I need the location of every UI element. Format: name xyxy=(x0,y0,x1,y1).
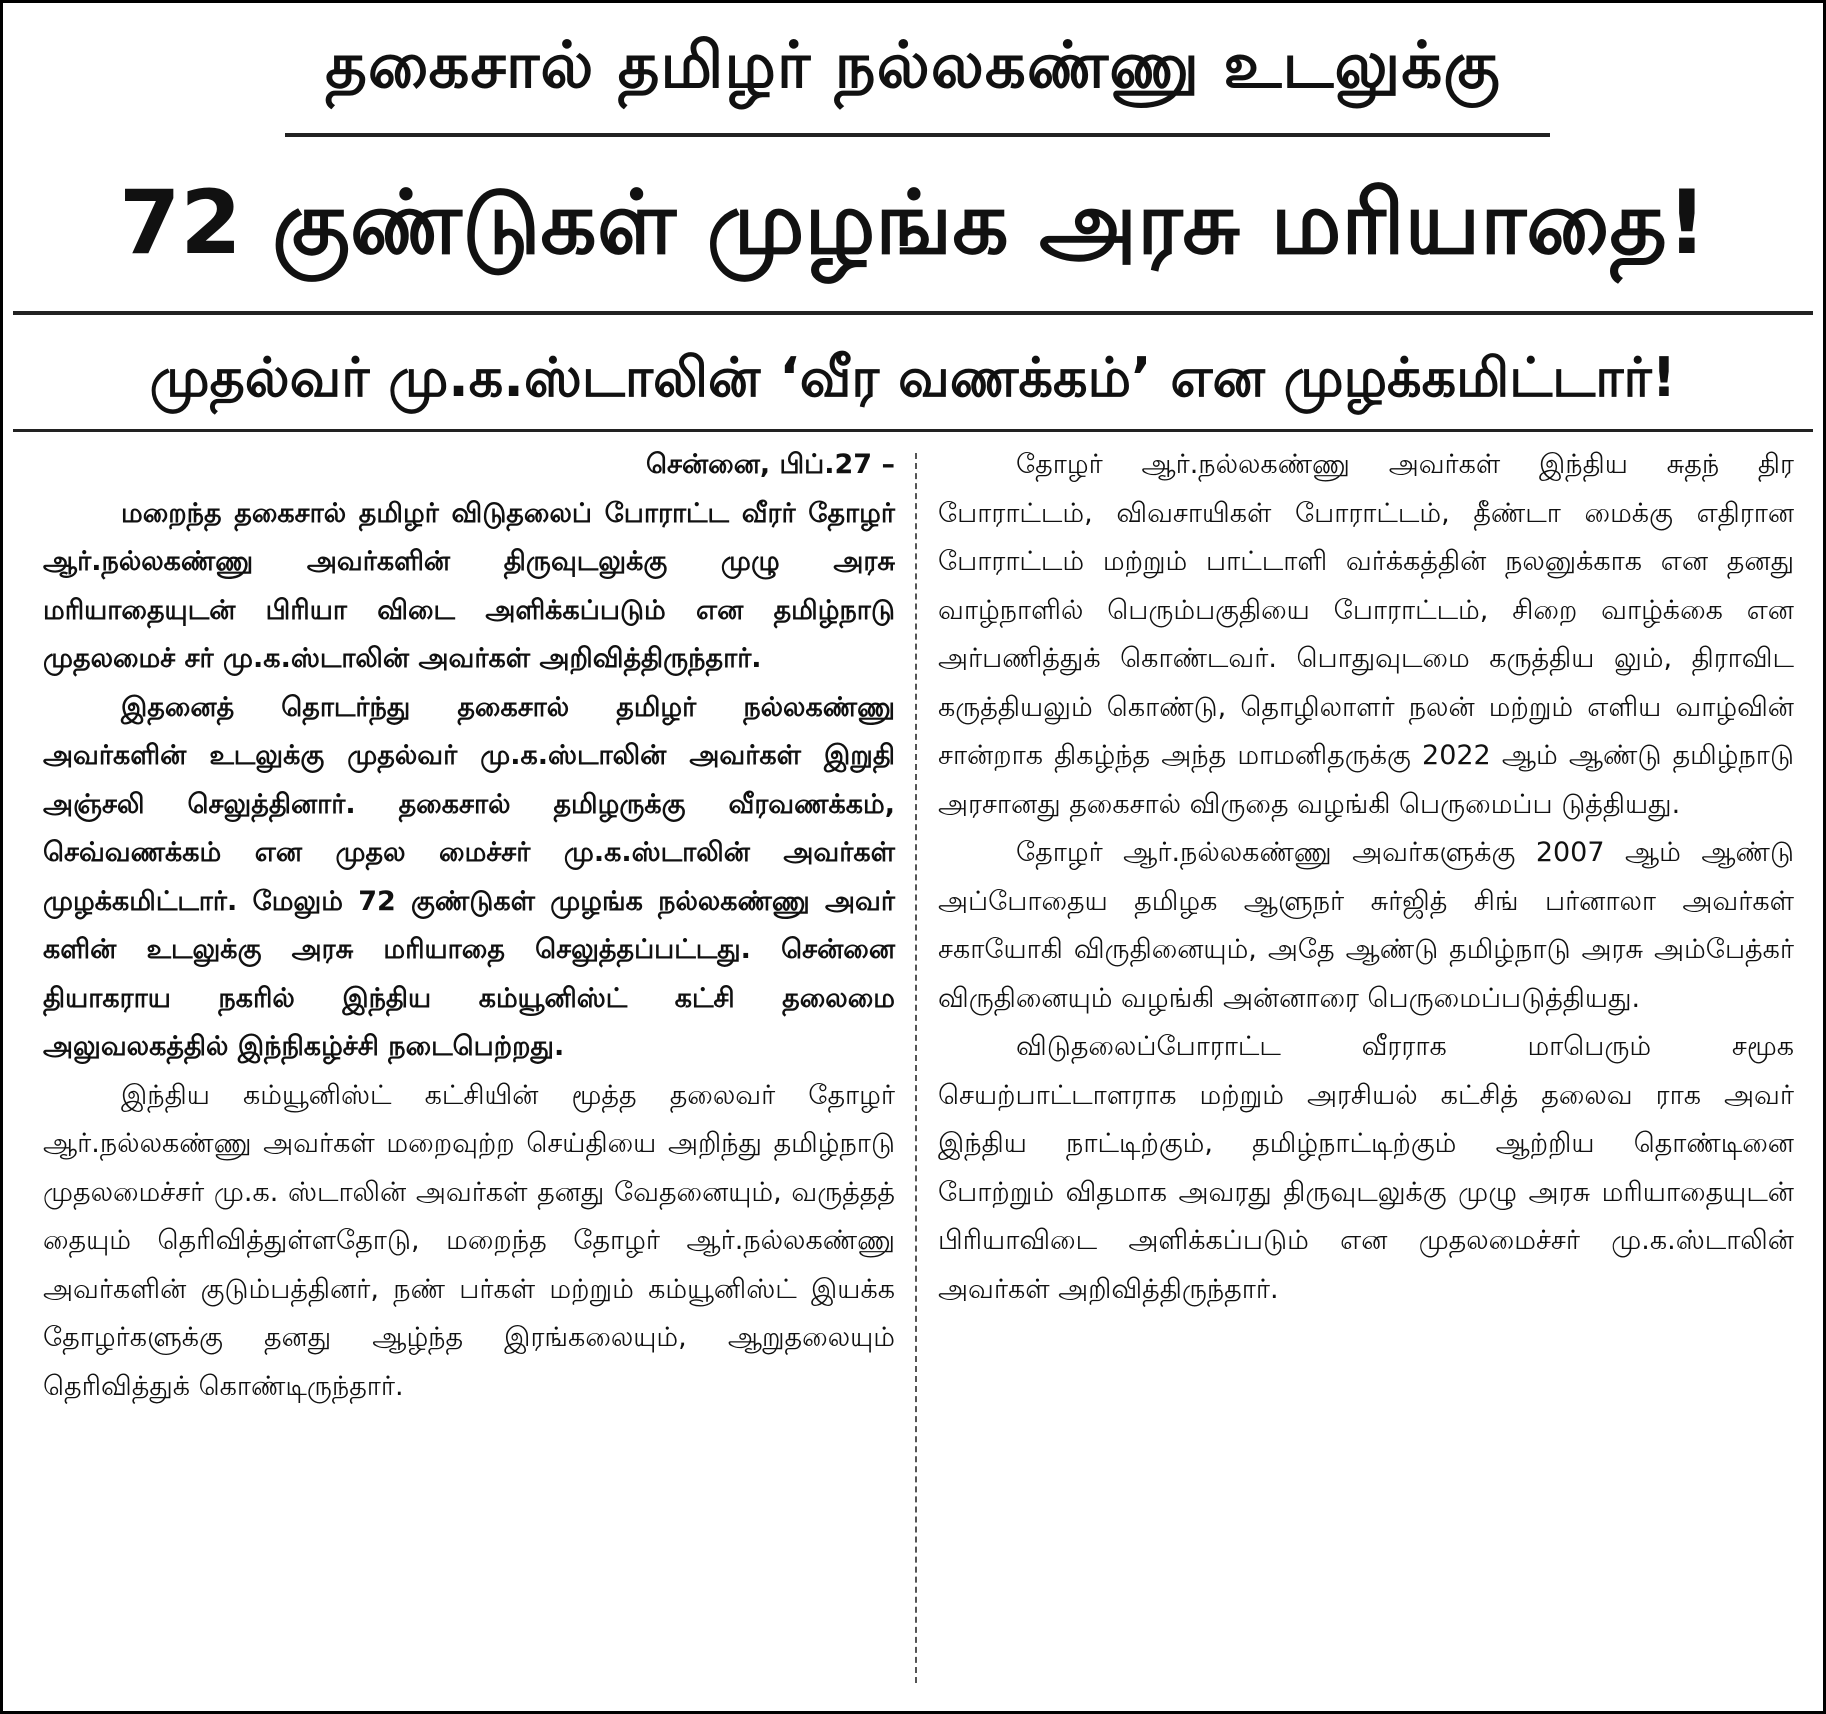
paragraph-right-2: தோழர் ஆர்.நல்லகண்ணு அவர்களுக்கு 2007 ஆம் ஆண்டு அப்போதைய தமிழக ஆளுநர் சுர்ஜித் சிங் பர்னாலா அவர்கள் சகாயோகி விருதினையும், அதே ஆண்டு தமிழ்நாடு அரசு அம்பேத்கர் விருதினையும் வழங்கி அன்னாரை பெருமைப்படுத்தியது. xyxy=(938,837,1794,1014)
headline-rule xyxy=(13,311,1813,315)
article-column-left xyxy=(43,441,895,1411)
kicker-headline: தகைசால் தமிழர் நல்லகண்ணு உடலுக்கு xyxy=(325,29,1501,103)
column-divider xyxy=(915,453,917,1683)
paragraph-right-3: விடுதலைப்போராட்ட வீரராக மாபெரும் சமூக செயற்பாட்டாளராக மற்றும் அரசியல் கட்சித் தலைவ ராக அவர் இந்திய நாட்டிற்கும், தமிழ்நாட்டிற்கும் ஆற்றிய தொண்டினை போற்றும் விதமாக அவரது திருவுடலுக்கு முழு அரசு மரியாதையுடன் பிரியாவிடை அளிக்கப்படும் என முதலமைச்சர் மு.க.ஸ்டாலின் அவர்கள் அறிவித்திருந்தார். xyxy=(938,1031,1794,1305)
paragraph-left-3: இந்திய கம்யூனிஸ்ட் கட்சியின் மூத்த தலைவர் தோழர் ஆர்.நல்லகண்ணு அவர்கள் மறைவுற்ற செய்தியை அறிந்து தமிழ்நாடு முதலமைச்சர் மு.க. ஸ்டாலின் அவர்கள் தனது வேதனையும், வருத்தத் தையும் தெரிவித்துள்ளதோடு, மறைந்த தோழர் ஆர்.நல்லகண்ணு அவர்களின் குடும்பத்தினர், நண் பர்கள் மற்றும் கம்யூனிஸ்ட் இயக்க தோழர்களுக்கு தனது ஆழ்ந்த இரங்கலையும், ஆறுதலையும் தெரிவித்துக் கொண்டிருந்தார். xyxy=(43,1079,895,1402)
paragraph-right-1: தோழர் ஆர்.நல்லகண்ணு அவர்கள் இந்திய சுதந் திர போராட்டம், விவசாயிகள் போராட்டம், தீண்டா மைக்கு எதிரான போராட்டம் மற்றும் பாட்டாளி வர்க்கத்தின் நலனுக்காக என தனது வாழ்நாளில் பெரும்பகுதியை போராட்டம், சிறை வாழ்க்கை என அர்பணித்துக் கொண்டவர். பொதுவுடமை கருத்திய லும், திராவிட கருத்தியலும் கொண்டு, தொழிலாளர் நலன் மற்றும் எளிய வாழ்வின் சான்றாக திகழ்ந்த அந்த மாமனிதருக்கு 2022 ஆம் ஆண்டு தமிழ்நாடு அரசானது தகைசால் விருதை வழங்கி பெருமைப்ப டுத்தியது. xyxy=(938,449,1794,820)
sub-headline: முதல்வர் மு.க.ஸ்டாலின் ‘வீர வணக்கம்’ என முழக்கமிட்டார்! xyxy=(149,346,1677,409)
subheadline-rule xyxy=(13,429,1813,432)
dateline: சென்னை, பிப்.27 – xyxy=(646,449,895,480)
article-column-right xyxy=(938,441,1794,1314)
kicker-rule xyxy=(285,133,1550,137)
paragraph-left-1: மறைந்த தகைசால் தமிழர் விடுதலைப் போராட்ட வீரர் தோழர் ஆர்.நல்லகண்ணு அவர்களின் திருவுடலுக்கு முழு அரசு மரியாதையுடன் பிரியா விடை அளிக்கப்படும் என தமிழ்நாடு முதலமைச் சர் மு.க.ஸ்டாலின் அவர்கள் அறிவித்திருந்தார். xyxy=(43,497,895,674)
main-headline: 72 குண்டுகள் முழங்க அரசு மரியாதை! xyxy=(119,171,1707,274)
paragraph-left-2: இதனைத் தொடர்ந்து தகைசால் தமிழர் நல்லகண்ணு அவர்களின் உடலுக்கு முதல்வர் மு.க.ஸ்டாலின் அவர்கள் இறுதி அஞ்சலி செலுத்தினார். தகைசால் தமிழருக்கு வீரவணக்கம், செவ்வணக்கம் என முதல மைச்சர் மு.க.ஸ்டாலின் அவர்கள் முழக்கமிட்டார். மேலும் 72 குண்டுகள் முழங்க நல்லகண்ணு அவர் களின் உடலுக்கு அரசு மரியாதை செலுத்தப்பட்டது. சென்னை தியாகராய நகரில் இந்திய கம்யூனிஸ்ட் கட்சி தலைமை அலுவலகத்தில் இந்நிகழ்ச்சி நடைபெற்றது. xyxy=(43,691,895,1062)
